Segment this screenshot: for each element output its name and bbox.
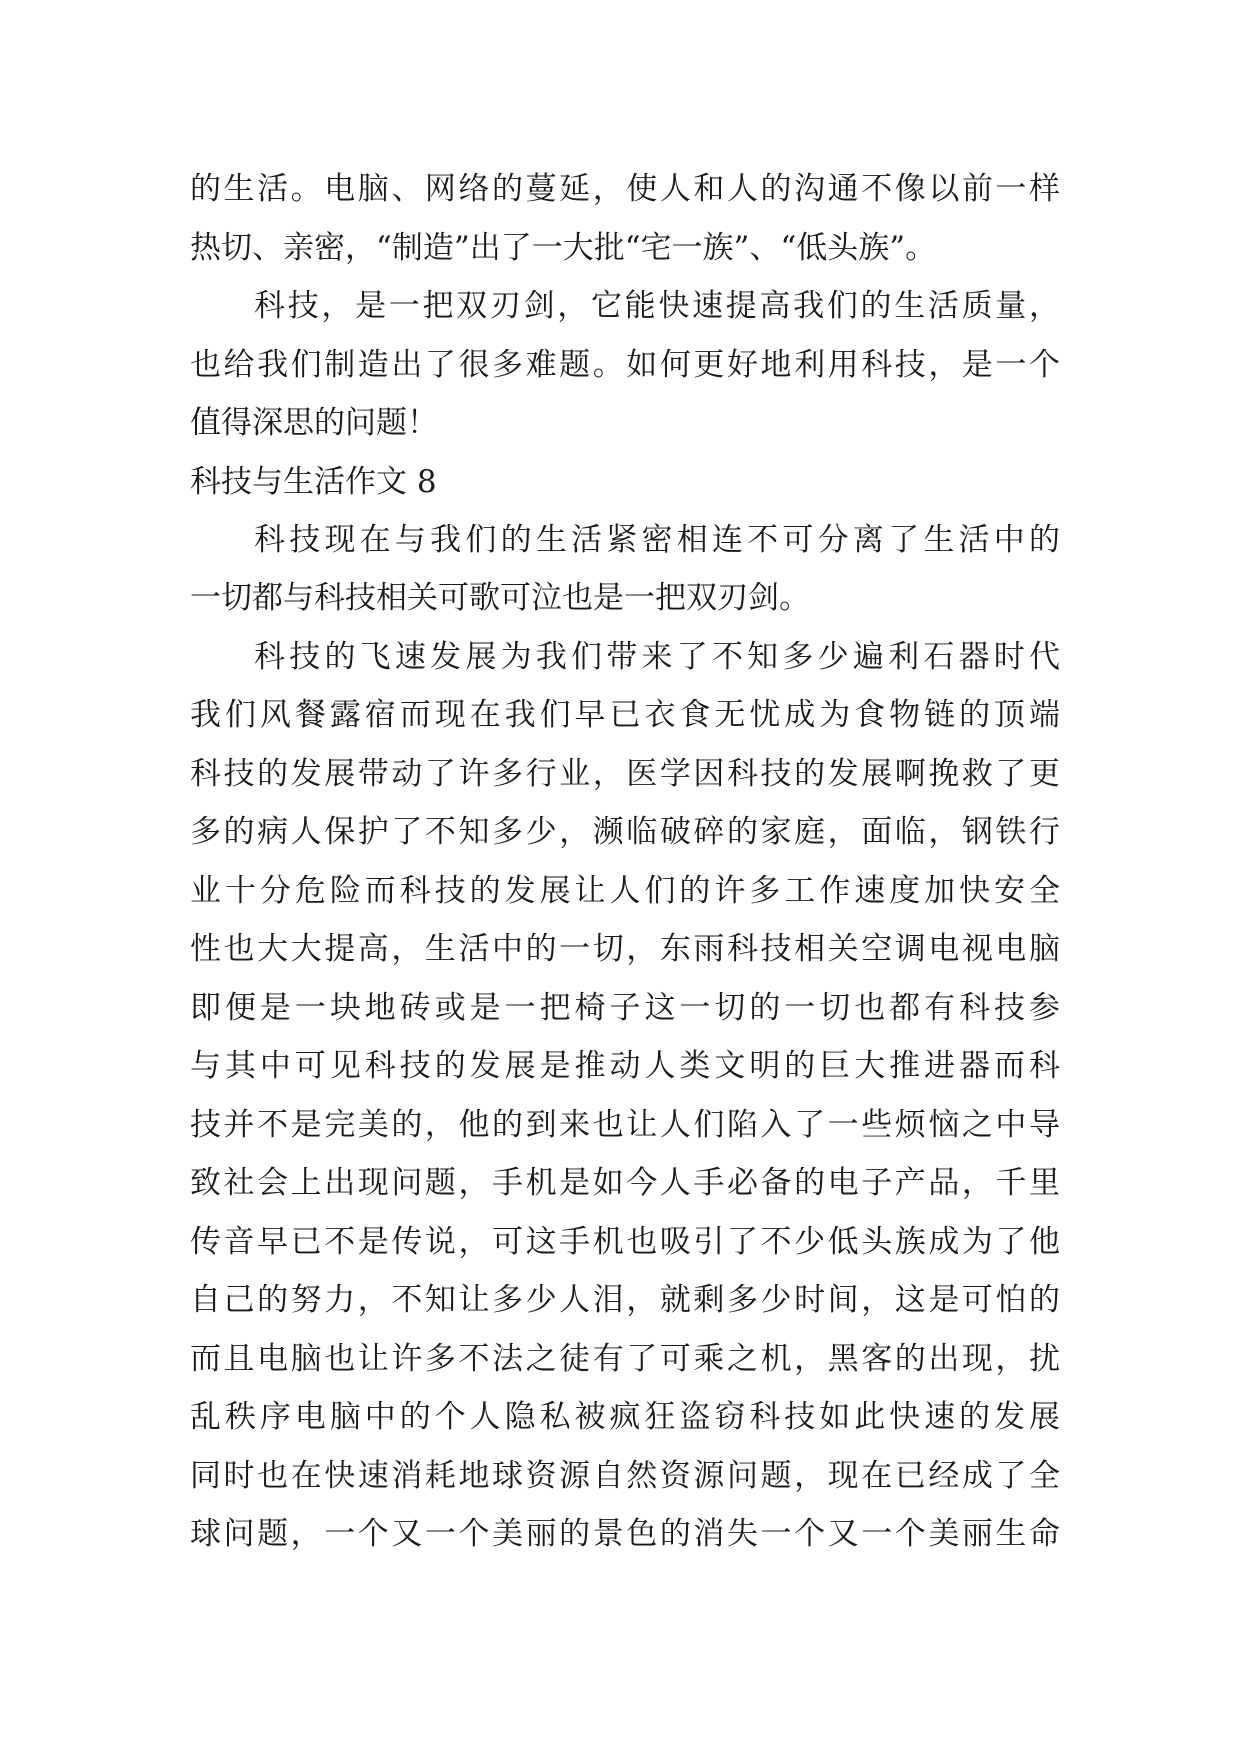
text-line: 值得深思的问题！ (190, 405, 438, 441)
section-heading: 科技与生活作文 8 (190, 463, 437, 500)
text-line: 球问题，一个又一个美丽的景色的消失一个又一个美丽生命 (190, 1516, 1060, 1552)
paragraph-first-line: 科技的飞速发展为我们带来了不知多少遍利石器时代 (254, 638, 1060, 675)
text-line: 传音早已不是传说，可这手机也吸引了不少低头族成为了他 (190, 1223, 1060, 1260)
text-line: 自己的努力，不知让多少人泪，就剩多少时间，这是可怕的 (190, 1282, 1060, 1318)
paragraph-first-line: 科技现在与我们的生活紧密相连不可分离了生活中的 (254, 521, 1060, 558)
text-line: 性也大大提高，生活中的一切，东雨科技相关空调电视电脑 (190, 931, 1060, 967)
text-line: 同时也在快速消耗地球资源自然资源问题，现在已经成了全 (190, 1457, 1060, 1494)
text-line: 业十分危险而科技的发展让人们的许多工作速度加快安全 (190, 872, 1060, 909)
text-line: 热切、亲密，“制造”出了一大批“宅一族”、“低头族”。 (190, 229, 937, 266)
text-line: 多的病人保护了不知多少，濒临破碎的家庭，面临，钢铁行 (190, 814, 1060, 850)
text-line: 也给我们制造出了很多难题。如何更好地利用科技，是一个 (190, 346, 1060, 383)
text-line: 的生活。电脑、网络的蔓延，使人和人的沟通不像以前一样 (190, 171, 1060, 207)
text-line: 一切都与科技相关可歌可泣也是一把双刃剑。 (190, 580, 810, 616)
text-line: 与其中可见科技的发展是推动人类文明的巨大推进器而科 (190, 1048, 1060, 1084)
text-line: 致社会上出现问题，手机是如今人手必备的电子产品，千里 (190, 1165, 1060, 1201)
paragraph-first-line: 科技，是一把双刃剑，它能快速提高我们的生活质量， (254, 288, 1060, 324)
text-line: 而且电脑也让许多不法之徒有了可乘之机，黑客的出现，扰 (190, 1340, 1060, 1377)
text-line: 我们风餐露宿而现在我们早已衣食无忧成为食物链的顶端 (190, 697, 1060, 733)
text-line: 科技的发展带动了许多行业，医学因科技的发展啊挽救了更 (190, 755, 1060, 792)
text-line: 乱秩序电脑中的个人隐私被疯狂盗窃科技如此快速的发展 (190, 1399, 1060, 1435)
essay-body (190, 160, 1060, 1564)
text-line: 即便是一块地砖或是一把椅子这一切的一切也都有科技参 (190, 989, 1060, 1026)
text-line: 技并不是完美的，他的到来也让人们陷入了一些烦恼之中导 (190, 1106, 1060, 1143)
